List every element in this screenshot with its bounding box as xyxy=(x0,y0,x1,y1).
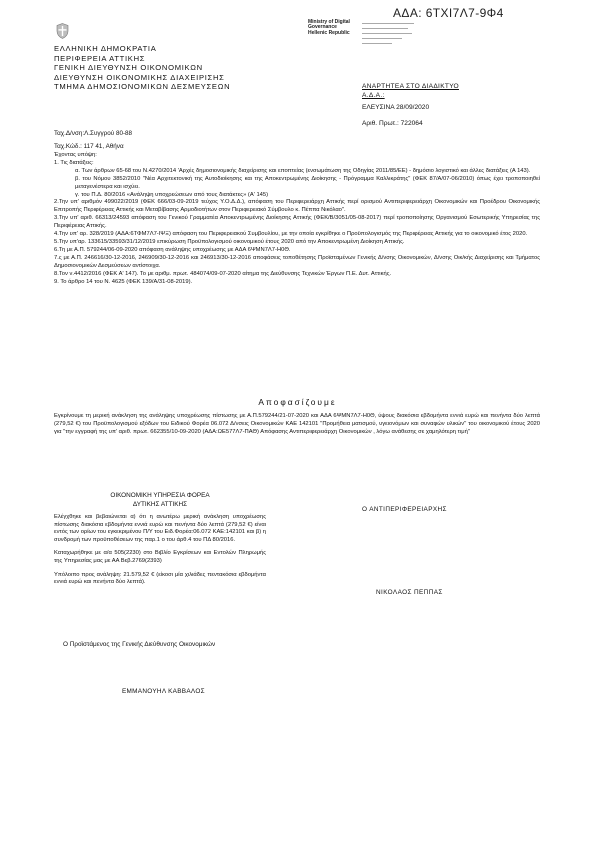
item-3: 3.Την υπ' αριθ. 66313/24593 απόφαση του Γενικού Γραμματέα Αποκεντρωμένης Διοίκησης Αττικής (ΦΕΚ/Β/3051/05-08-2017) περί τροποποίησης Οργανισμού Εσωτερικής Υπηρεσίας της Περιφέρειας Αττικής. xyxy=(54,215,540,230)
header-line: ΕΛΛΗΝΙΚΗ ΔΗΜΟΚΡΑΤΙΑ xyxy=(54,44,157,53)
greek-state-emblem-icon xyxy=(56,23,69,39)
item-9: 9. Το άρθρο 14 του Ν. 4625 (ΦΕΚ 139/Α/31-08-2019). xyxy=(54,278,193,285)
decision-text: Εγκρίνουμε τη μερική ανάκληση της ανάληψης υποχρέωσης πίστωσης με Α.Π.579244/21-07-2020 και ΑΔΑ 6ΨΜΝ7Λ7-Η0Θ, ύψους διακόσια εβδομήντα εννιά ευρώ και πενήντα δύο λεπτά (279,52 €) του Προϋπολογισμού εξόδων του Ειδικού Φορέα 06.072 Δ/νσεις Οικονομικών ΚΑΕ 142101 "Προμήθεια ματισμού, υγειονόμων και συναφών υλικών" του οικονομικού έτους 2020 για "την εγγραφή της υπ' αριθ. πρωτ. 662355/10-09-2020 (ΑΔΑ:ΩΕ577Λ7-ΠΑΘ) Απόφασης Αντιπεριφερειάρχη Οικονομικών , λόγω ανάθεσης σε χαμηλότερη τιμή" xyxy=(54,413,540,435)
considerations-section xyxy=(54,152,540,286)
signature-metadata-unreadable xyxy=(362,21,422,44)
decision-section xyxy=(54,412,540,436)
signature-line-1: Ministry of Digital xyxy=(308,19,350,25)
header-line: ΓΕΝΙΚΗ ΔΙΕΥΘΥΝΣΗ ΟΙΚΟΝΟΜΙΚΩΝ xyxy=(54,63,203,73)
address-block xyxy=(54,128,132,153)
header-line: ΠΕΡΙΦΕΡΕΙΑ ΑΤΤΙΚΗΣ xyxy=(54,53,146,63)
place-date: ΕΛΕΥΣΙΝΑ 28/09/2020 xyxy=(362,104,430,111)
street-address: Ταχ.Δ/νση:Λ.Συγγρού 80-88 xyxy=(54,130,133,137)
signatory-title: Ο ΑΝΤΙΠΕΡΙΦΕΡΕΙΑΡΧΗΣ xyxy=(362,506,447,513)
ada-code: ΑΔΑ: 6ΤΧΙ7Λ7-9Φ4 xyxy=(393,6,504,20)
finance-paragraph-3: Υπόλοιπο προς ανάληψη: 21.579,52 € (είκοσι μία χιλιάδες πεντακόσια εβδομήντα εννιά ευρώ και πενήντα δύο λεπτά). xyxy=(54,571,266,586)
item-7: 7.ς με Α.Π. 246616/30-12-2016, 246909/30-12-2016 και 246913/30-12-2016 αποφάσεις τοποθέτησης Προϊσταμένων Γενικής Δ/νσης Οικονομικών, Δ/νσης Οικ/κής Διαχείρισης και Τμήματος Δημοσιονομικών Δεσμεύσεων αντίστοιχα. xyxy=(54,254,540,269)
item-5: 5.Την υπ'αρ. 133615/33593/31/12/2019 επικύρωση Προϋπολογισμού οικονομικού έτους 2020 από την Αποκεντρωμένη Διοίκηση Αττικής. xyxy=(54,238,405,245)
ada-label: Α.Δ.Α.: xyxy=(362,91,385,99)
document-reference xyxy=(362,100,429,132)
internet-posting-label: ΑΝΑΡΤΗΤΕΑ ΣΤΟ ΔΙΑΔΙΚΤΥΟ xyxy=(362,83,459,90)
item-1: 1. Τις διατάξεις: xyxy=(54,159,94,166)
item-6: 6.Τη με Α.Π. 579244/06-09-2020 απόφαση ανάληψης υποχρέωσης με ΑΔΑ 6ΨΜΝ7Λ7-Η0Θ. xyxy=(54,246,291,253)
digital-signature-block xyxy=(308,20,350,36)
finance-paragraph-2: Καταχωρήθηκε με α/α 505(2230) στο Βιβλίο Εγκρίσεων και Εντολών Πληρωμής της Υπηρεσίας μας με ΑΑ Βεβ.2769(2393) xyxy=(54,550,266,564)
decision-title: Αποφασίζουμε xyxy=(258,397,337,407)
postal-code: Ταχ.Κώδ.: 117 41, Αθήνα xyxy=(54,142,124,150)
protocol-number: Αριθ. Πρωτ.: 722064 xyxy=(362,120,423,127)
intro-line: Έχοντας υπόψη: xyxy=(54,152,97,158)
finance-paragraph-1: Ελέγχθηκε και βεβαιώνεται α) ότι η ανωτέρω μερική ανάκληση υποχρέωσης πίστωσης διακόσια εβδομήντα εννιά ευρώ και πενήντα δύο λεπτά (279,52 €) είναι εντός των ορίων του εγκεκριμένου Π/Υ του Ειδ.Φορέα:06.072 ΚΑΕ:142101 και β) η συνδρομή των προϋποθέσεων της παρ.1 ο του άρθ.4 του ΠΔ 80/2016. xyxy=(54,514,266,543)
item-1c: γ. του Π.Δ. 80/2016 «Ανάληψη υποχρεώσεων από τους διατάκτες» (Α' 145) xyxy=(75,191,269,198)
item-1a: α. Των άρθρων 65-68 του Ν.4270/2014 'Αρχές δημοσιονομικής διαχείρισης και εποπτείας (ενσωμάτωση της Οδηγίας 2011/85/ΕΕ) - δημόσιο λογιστικό και άλλες διατάξεις (Α 143). xyxy=(75,167,531,174)
header-line: ΔΙΕΥΘΥΝΣΗ ΟΙΚΟΝΟΜΙΚΗΣ ΔΙΑΧΕΙΡΙΣΗΣ xyxy=(54,72,225,82)
finance-head-line-1: ΟΙΚΟΝΟΜΙΚΗ ΥΠΗΡΕΣΙΑ ΦΟΡΕΑ xyxy=(110,492,210,499)
signature-line-2: Governance xyxy=(308,24,337,31)
general-director-line: Ο Προϊστάμενος της Γενικής Διεύθυνσης Οικονομικών xyxy=(63,641,216,648)
item-1b: β. του Νόμου 3852/2010 "Νέα Αρχιτεκτονική της Αυτοδιοίκησης και της Αποκεντρωμένης Διοίκησης - Πρόγραμμα Καλλικράτης" (ΦΕΚ 87/Α/07-06/2010) όπως έχει τροποποιηθεί μεταγενέστερα και ισχύει. xyxy=(75,175,540,190)
item-8: 8.Τον ν.4412/2016 (ΦΕΚ Α' 147). Το με αριθμ. πρωτ. 484074/09-07-2020 αίτημα της Διεύθυνσης Τεχνικών Έργων Π.Ε. Δυτ. Αττικής. xyxy=(54,270,392,277)
header-line: ΤΜΗΜΑ ΔΗΜΟΣΙΟΝΟΜΙΚΩΝ ΔΕΣΜΕΥΣΕΩΝ xyxy=(54,82,231,92)
finance-head-line-2: ΔΥΤΙΚΗΣ ΑΤΤΙΚΗΣ xyxy=(132,500,188,508)
signature-line-3: Hellenic Republic xyxy=(308,29,350,36)
general-director-name: ΕΜΜΑΝΟΥΗΛ ΚΑΒΒΑΛΟΣ xyxy=(122,688,205,695)
item-4: 4.Την υπ' αρ. 328/2019 (ΑΔΑ:6ΤΦΜ7Λ7-ΙΨΞ) απόφαση του Περιφερειακού Συμβουλίου, με την οποία εγκρίθηκε ο Προϋπολογισμός της Περιφέρειας Αττικής για το οικονομικό έτος 2020. xyxy=(54,231,528,238)
publication-notice xyxy=(362,83,459,100)
authority-header xyxy=(54,44,230,92)
finance-verification xyxy=(54,514,266,593)
finance-service-header xyxy=(54,492,266,510)
signatory-name: ΝΙΚΟΛΑΟΣ ΠΕΠΠΑΣ xyxy=(376,589,443,596)
item-2: 2.Την υπ' αριθμόν 499022/2019 (ΦΕΚ 666/03-09-2019 τεύχος Υ.Ο.Δ.Δ.), απόφαση του Περιφερειάρχη Αττικής περί ορισμού Αντιπεριφερειάρχη Οικονομικών και Προέδρου Οικονομικής Επιτροπής Περιφέρειας Αττικής και Μεταβίβασης Αρμοδιοτήτων στον Περιφερειακό Σύμβουλο κ. Πέππα Νικόλαο". xyxy=(54,199,540,214)
